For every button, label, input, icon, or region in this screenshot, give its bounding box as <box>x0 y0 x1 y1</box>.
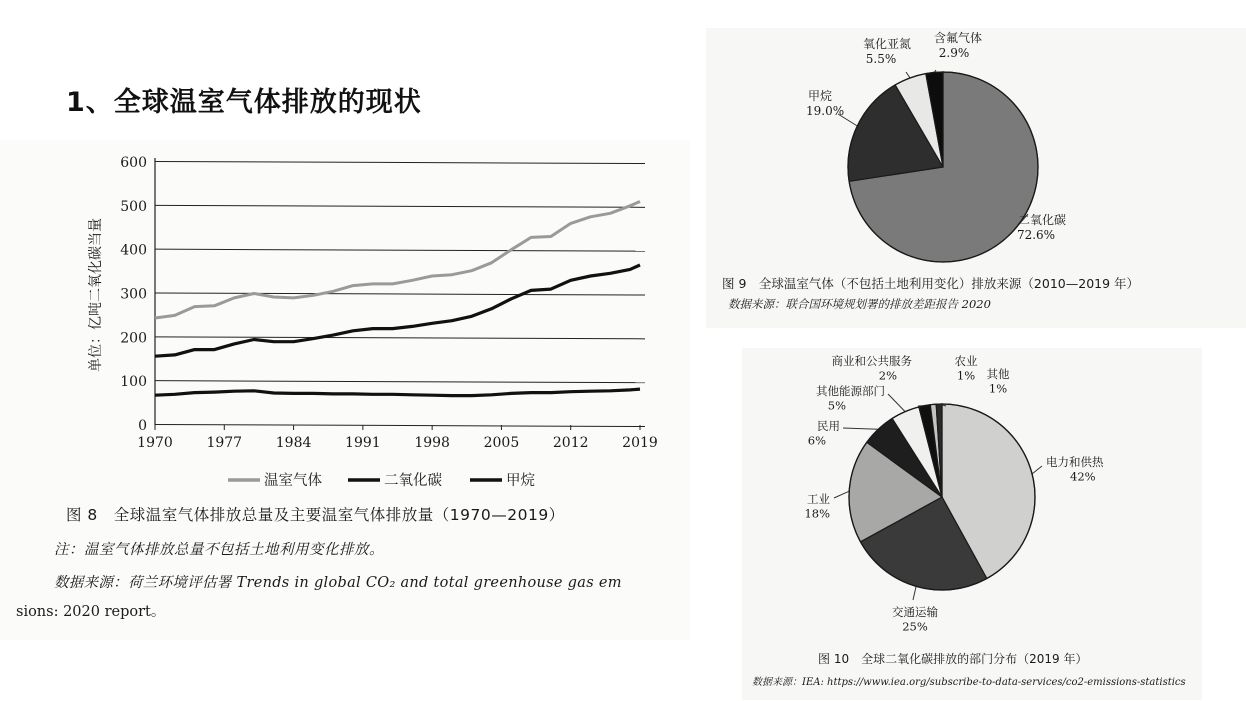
series-line-1 <box>155 202 640 319</box>
x-tick-label: 1984 <box>275 435 312 451</box>
pie-leader-line <box>913 586 916 600</box>
series-line-2 <box>155 265 640 356</box>
pie-value-label: 2% <box>878 368 897 383</box>
pie-chart-sectors-figure <box>742 348 1202 700</box>
figure-8-source-line1: 数据来源：荷兰环境评估署 Trends in global CO₂ and total greenhouse gas em <box>54 575 622 591</box>
y-tick-label: 500 <box>120 198 147 215</box>
pie-value-label: 18% <box>804 506 830 521</box>
pie-slice-label: 电力和供热 <box>1046 455 1104 469</box>
figure-9-source: 数据来源：联合国环境规划署的排放差距报告 2020 <box>728 297 991 311</box>
pie-slice-label: 农业 <box>954 354 978 368</box>
pie-value-label: 5% <box>827 398 846 413</box>
figure-10-source: 数据来源：IEA: https://www.iea.org/subscribe-to-data-services/co2-emissions-statistics <box>752 677 1186 688</box>
y-tick-label: 400 <box>120 242 147 259</box>
pie-slice-label: 氧化亚氮 <box>862 37 912 51</box>
x-tick-label: 2005 <box>483 435 520 451</box>
x-tick-label: 1998 <box>414 435 450 451</box>
pie-value-label: 72.6% <box>1016 228 1056 242</box>
pie-leader-line <box>1032 466 1042 474</box>
pie-value-label: 25% <box>902 619 928 634</box>
pie-slice-label: 交通运输 <box>892 605 938 619</box>
line-chart <box>0 140 690 500</box>
gridline <box>155 337 645 339</box>
pie-chart-gases-figure <box>706 28 1246 328</box>
pie-value-label: 1% <box>956 368 976 383</box>
legend-label-2: 二氧化碳 <box>384 473 442 489</box>
pie-value-label: 19.0% <box>806 104 845 118</box>
pie-slice-label: 商业和公共服务 <box>831 354 912 368</box>
x-tick-label: 2012 <box>552 435 589 451</box>
pie-value-label: 5.5% <box>865 52 897 66</box>
pie-slice-label: 甲烷 <box>808 89 833 103</box>
figure-10-caption: 图 10 全球二氧化碳排放的部门分布（2019 年） <box>818 652 1088 666</box>
gridline <box>155 249 645 251</box>
figure-8-source-line2: sions: 2020 report。 <box>16 604 166 620</box>
pie-slice-label: 民用 <box>817 419 840 433</box>
y-tick-label: 0 <box>138 418 147 434</box>
pie-chart-sectors <box>742 348 1202 638</box>
figure-8-note: 注：温室气体排放总量不包括土地利用变化排放。 <box>54 542 384 558</box>
pie-leader-line <box>834 491 849 498</box>
legend-label-3: 甲烷 <box>506 473 535 489</box>
y-tick-label: 100 <box>120 374 147 391</box>
x-tick-label: 1970 <box>137 435 173 451</box>
y-tick-label: 600 <box>120 155 147 171</box>
pie-slice-label: 其他能源部门 <box>816 384 885 398</box>
legend-label-1: 温室气体 <box>264 473 322 489</box>
pie-slice-label: 其他 <box>986 367 1010 381</box>
gridline <box>155 205 645 207</box>
pie-leader-line <box>906 72 910 78</box>
y-axis-label: 单位：亿吨二氧化碳当量 <box>88 218 104 372</box>
x-tick-label: 1977 <box>206 435 243 451</box>
gridline <box>155 381 645 383</box>
y-tick-label: 300 <box>120 286 147 303</box>
pie-value-label: 1% <box>988 381 1008 396</box>
line-chart-figure <box>0 140 690 640</box>
x-tick-label: 2019 <box>622 435 658 451</box>
pie-value-label: 42% <box>1070 469 1096 484</box>
pie-leader-line <box>888 394 905 412</box>
series-line-3 <box>155 389 640 396</box>
pie-slice-label: 工业 <box>807 492 830 506</box>
pie-chart-gases <box>706 28 1246 268</box>
x-tick-label: 1991 <box>345 435 381 451</box>
figure-9-caption: 图 9 全球温室气体（不包括土地利用变化）排放来源（2010—2019 年） <box>722 276 1140 291</box>
pie-value-label: 6% <box>807 433 826 448</box>
pie-leader-line <box>843 428 878 429</box>
pie-value-label: 2.9% <box>938 46 970 60</box>
gridline <box>155 162 645 164</box>
gridline <box>155 293 645 295</box>
slide-title: 1、全球温室气体排放的现状 <box>66 87 422 118</box>
gridline <box>155 425 645 427</box>
figure-8-caption: 图 8 全球温室气体排放总量及主要温室气体排放量（1970—2019） <box>66 506 565 524</box>
pie-slice-label: 含氟气体 <box>933 31 983 45</box>
y-tick-label: 200 <box>120 330 147 347</box>
pie-slice-label: 二氧化碳 <box>1017 213 1067 227</box>
